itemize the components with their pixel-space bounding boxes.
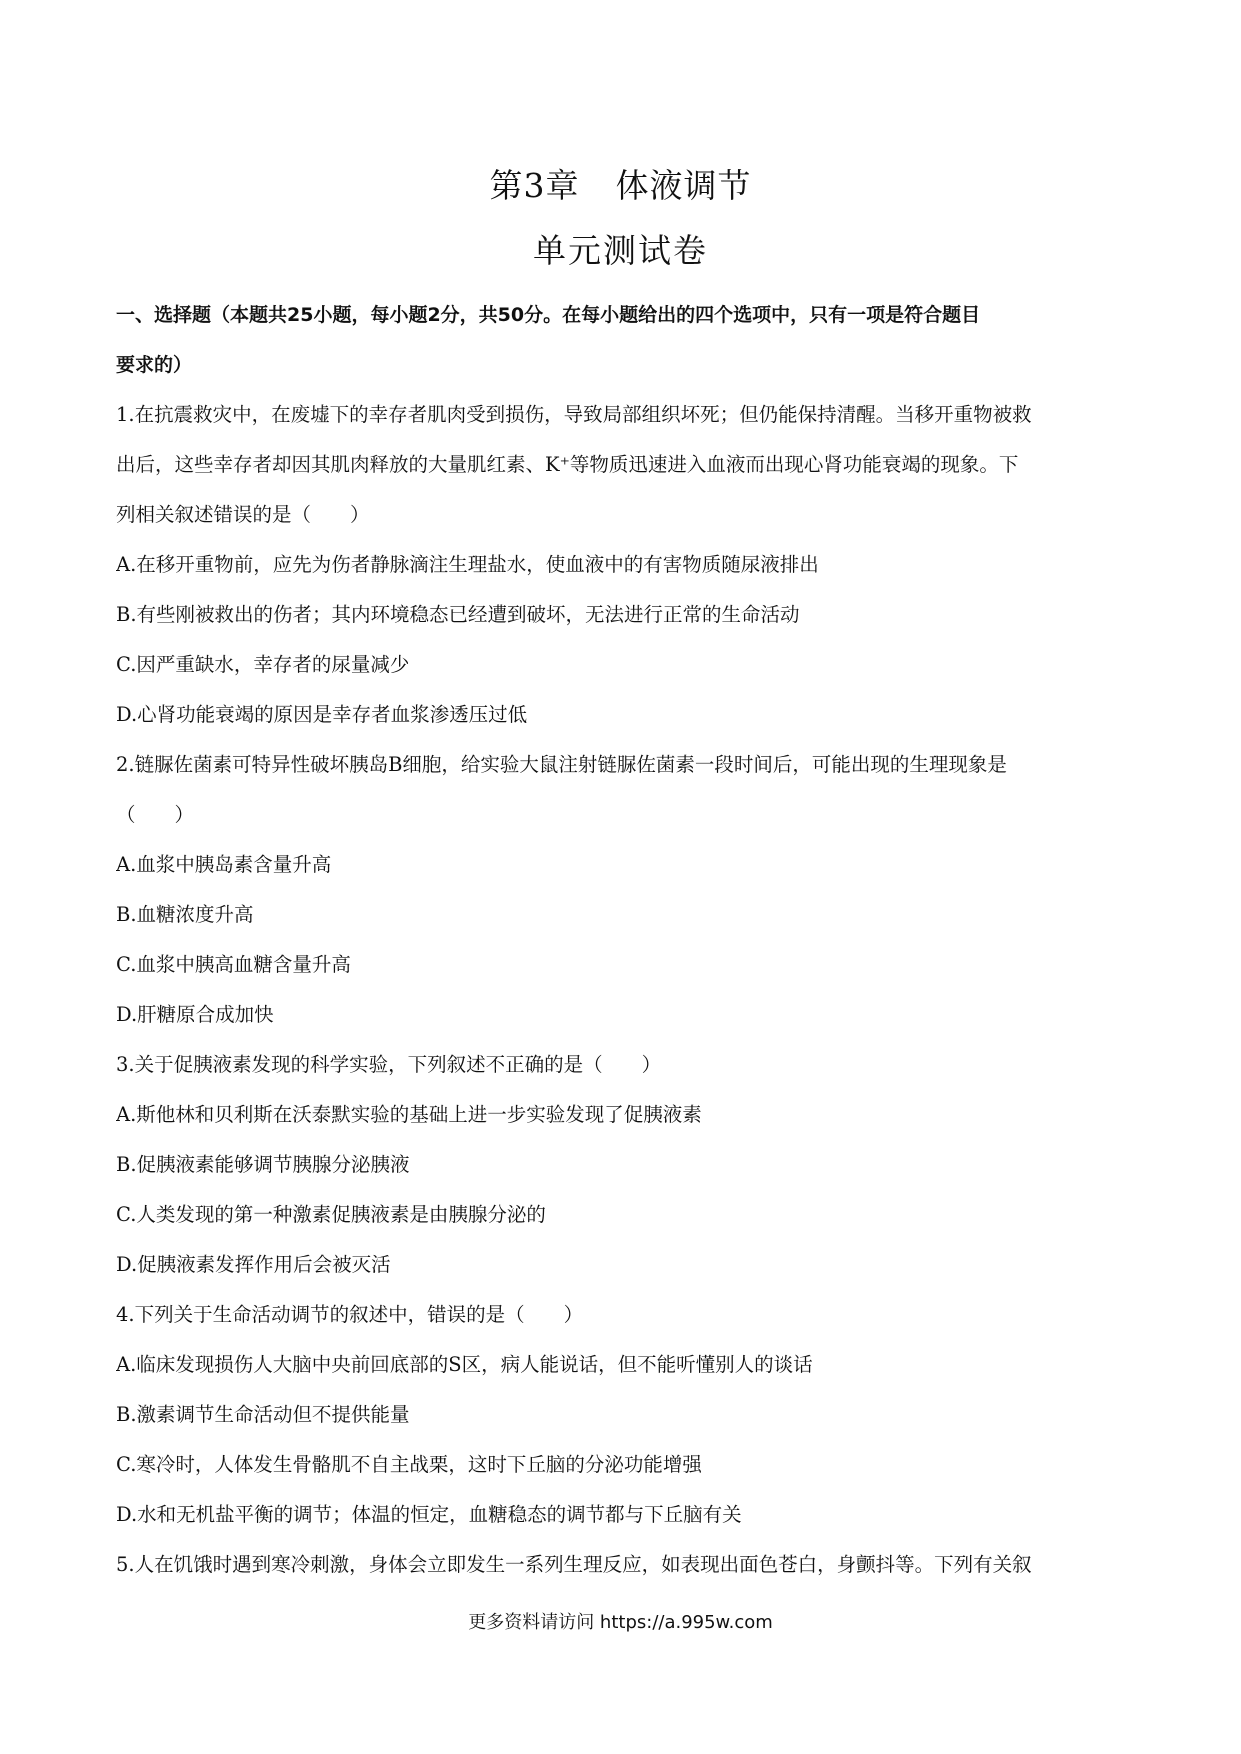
text-line: 列相关叙述错误的是（ ） <box>116 503 370 526</box>
option-line: A.血浆中胰岛素含量升高 <box>116 853 332 876</box>
text-line: 3.关于促胰液素发现的科学实验，下列叙述不正确的是（ ） <box>116 1053 662 1076</box>
test-title: 单元测试卷 <box>533 231 708 270</box>
option-line: A.斯他林和贝利斯在沃泰默实验的基础上进一步实验发现了促胰液素 <box>116 1103 702 1126</box>
option-line: B.促胰液素能够调节胰腺分泌胰液 <box>116 1153 410 1176</box>
option-line: A.在移开重物前，应先为伤者静脉滴注生理盐水，使血液中的有害物质随尿液排出 <box>116 553 819 576</box>
text-line: 1.在抗震救灾中，在废墟下的幸存者肌肉受到损伤，导致局部组织坏死；但仍能保持清醒。当移开重物被救 <box>116 403 1032 426</box>
option-line: B.血糖浓度升高 <box>116 903 254 926</box>
option-line: B.激素调节生命活动但不提供能量 <box>116 1403 410 1426</box>
option-line: C.血浆中胰高血糖含量升高 <box>116 953 351 976</box>
option-line: C.人类发现的第一种激素促胰液素是由胰腺分泌的 <box>116 1203 546 1226</box>
chapter-title <box>0 160 1241 207</box>
text-line: 4.下列关于生命活动调节的叙述中，错误的是（ ） <box>116 1303 584 1326</box>
option-line: D.水和无机盐平衡的调节；体温的恒定，血糖稳态的调节都与下丘脑有关 <box>116 1503 742 1526</box>
footer-link-text: 更多资料请访问 https://a.995w.com <box>468 1612 773 1633</box>
option-line: C.因严重缺水，幸存者的尿量减少 <box>116 653 410 676</box>
option-line: B.有些刚被救出的伤者；其内环境稳态已经遭到破坏，无法进行正常的生命活动 <box>116 603 800 626</box>
text-line: 出后，这些幸存者却因其肌肉释放的大量肌红素、K⁺等物质迅速进入血液而出现心肾功能衰竭的现象。下 <box>116 453 1019 476</box>
chapter-number: 第3章 <box>489 166 580 205</box>
text-line: 2.链脲佐菌素可特异性破坏胰岛B细胞，给实验大鼠注射链脲佐菌素一段时间后，可能出现的生理现象是 <box>116 753 1007 776</box>
option-line: D.促胰液素发挥作用后会被灭活 <box>116 1253 391 1276</box>
chapter-name: 体液调节 <box>615 166 752 205</box>
text-line: 5.人在饥饿时遇到寒冷刺激，身体会立即发生一系列生理反应，如表现出面色苍白，身颤抖等。下列有关叙 <box>116 1553 1032 1576</box>
section-heading-line-2: 要求的） <box>116 354 193 376</box>
option-line: A.临床发现损伤人大脑中央前回底部的S区，病人能说话，但不能听懂别人的谈话 <box>116 1353 813 1376</box>
text-line: （ ） <box>116 803 195 826</box>
question-content <box>116 290 1126 1590</box>
option-line: D.肝糖原合成加快 <box>116 1003 274 1026</box>
option-line: C.寒冷时，人体发生骨骼肌不自主战栗，这时下丘脑的分泌功能增强 <box>116 1453 702 1476</box>
option-line: D.心肾功能衰竭的原因是幸存者血浆渗透压过低 <box>116 703 528 726</box>
section-heading-line-1: 一、选择题（本题共25小题，每小题2分，共50分。在每小题给出的四个选项中，只有一项是符合题目 <box>116 304 981 326</box>
